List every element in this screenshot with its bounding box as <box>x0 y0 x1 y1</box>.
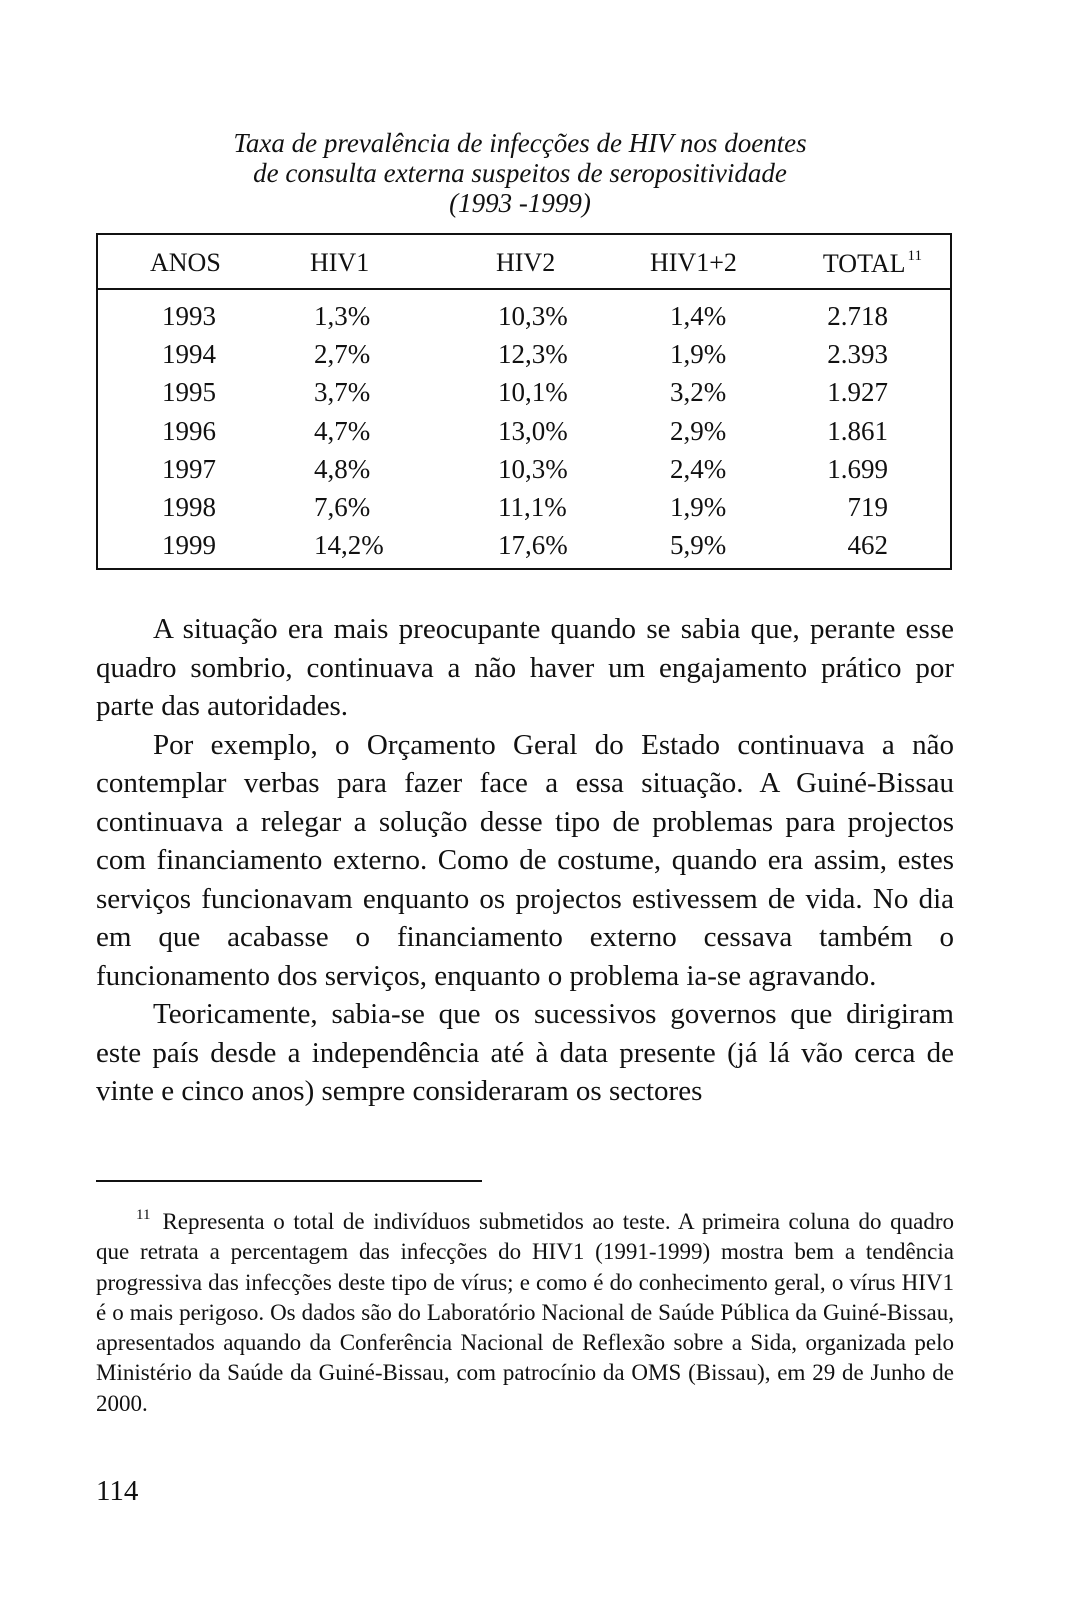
table-row <box>98 301 950 339</box>
cell-hiv1-2: 1,9% <box>670 492 727 522</box>
cell-hiv1: 4,8% <box>314 453 371 484</box>
header-total-label: TOTAL <box>822 249 906 278</box>
table-row <box>98 377 950 415</box>
table-header-row <box>98 235 950 290</box>
footnote-number: 11 <box>136 1207 151 1223</box>
cell-year: 1996 <box>162 415 216 446</box>
cell-total: 1.699 <box>827 453 888 484</box>
table-row <box>98 492 950 530</box>
paragraph-2: Por exemplo, o Orçamento Geral do Estado continuava a não contemplar verbas para fazer face a essa situação. A Guiné-Bissau continuava a relegar a solução desse tipo de problemas para projectos com financiamento externo. Como de costume, quando era assim, estes serviços funcionavam enquanto os projectos estivessem de vida. No dia em que acabasse o financiamento externo cessava também o funcionamento dos serviços, enquanto o problema ia-se agravando. <box>96 728 954 992</box>
page-number: 114 <box>96 1475 139 1507</box>
table-row <box>98 339 950 377</box>
caption-line-1: Taxa de prevalência de infecções de HIV nos doentes <box>233 128 807 158</box>
cell-hiv1: 14,2% <box>314 530 384 561</box>
cell-total: 1.927 <box>827 377 888 408</box>
cell-hiv1-2: 1,4% <box>670 301 727 331</box>
header-hiv1: HIV1 <box>310 248 370 277</box>
cell-total: 1.861 <box>827 415 888 446</box>
cell-total: 2.718 <box>827 301 888 331</box>
header-total <box>823 248 922 279</box>
cell-hiv1: 1,3% <box>314 301 371 331</box>
header-hiv1-2: HIV1+2 <box>650 248 737 277</box>
cell-hiv1-2: 5,9% <box>670 530 727 561</box>
header-total-footnote-mark: 11 <box>907 248 922 264</box>
cell-hiv2: 10,3% <box>498 301 568 331</box>
cell-hiv1: 2,7% <box>314 339 371 370</box>
cell-year: 1999 <box>162 530 216 561</box>
cell-hiv2: 10,1% <box>498 377 568 408</box>
cell-hiv2: 11,1% <box>498 492 567 522</box>
cell-year: 1995 <box>162 377 216 408</box>
cell-year: 1997 <box>162 453 216 484</box>
header-hiv2: HIV2 <box>496 248 556 277</box>
cell-hiv1-2: 2,4% <box>670 453 727 484</box>
paragraph-3: Teoricamente, sabia-se que os sucessivos governos que dirigiram este país desde a independência até à data presente (já lá vão cerca de vinte e cinco anos) sempre consideraram os sectores <box>96 998 954 1107</box>
table-row <box>98 416 950 454</box>
cell-hiv1-2: 1,9% <box>670 339 727 370</box>
cell-year: 1998 <box>162 492 216 522</box>
cell-year: 1993 <box>162 301 216 331</box>
cell-year: 1994 <box>162 339 216 370</box>
cell-total: 719 <box>847 492 888 522</box>
footnote <box>96 1200 954 1419</box>
caption-line-3: (1993 -1999) <box>449 188 591 218</box>
footnote-text: Representa o total de indivíduos submetidos ao teste. A primeira coluna do quadro que retrata a percentagem das infecções do HIV1 (1991-1999) mostra bem a tendência progressiva das infecções deste tipo de vírus; e como é do conhecimento geral, o vírus HIV1 é o mais perigoso. Os dados são do Laboratório Nacional de Saúde Pública da Guiné-Bissau, apresentados aquando da Conferência Nacional de Reflexão sobre a Sida, organizada pelo Ministério da Saúde da Guiné-Bissau, com patrocínio da OMS (Bissau), em 29 de Junho de 2000. <box>96 1209 954 1416</box>
cell-hiv2: 13,0% <box>498 415 568 446</box>
caption-line-2: de consulta externa suspeitos de seropositividade <box>253 158 787 188</box>
prevalence-table <box>96 233 952 570</box>
cell-hiv1: 3,7% <box>314 377 371 408</box>
cell-hiv2: 17,6% <box>498 530 568 561</box>
cell-hiv2: 12,3% <box>498 339 568 370</box>
body-text <box>96 610 954 1111</box>
cell-hiv1-2: 2,9% <box>670 415 727 446</box>
table-row <box>98 530 950 568</box>
table-row <box>98 454 950 492</box>
cell-hiv2: 10,3% <box>498 453 568 484</box>
cell-hiv1: 7,6% <box>314 492 371 522</box>
cell-total: 462 <box>847 530 888 561</box>
paragraph-1: A situação era mais preocupante quando se sabia que, perante esse quadro sombrio, continuava a não haver um engajamento prático por parte das autoridades. <box>96 613 954 722</box>
cell-hiv1-2: 3,2% <box>670 377 727 408</box>
cell-hiv1: 4,7% <box>314 415 371 446</box>
footnote-divider <box>96 1180 482 1182</box>
header-anos: ANOS <box>150 248 221 277</box>
table-caption <box>150 128 890 218</box>
cell-total: 2.393 <box>827 339 888 370</box>
